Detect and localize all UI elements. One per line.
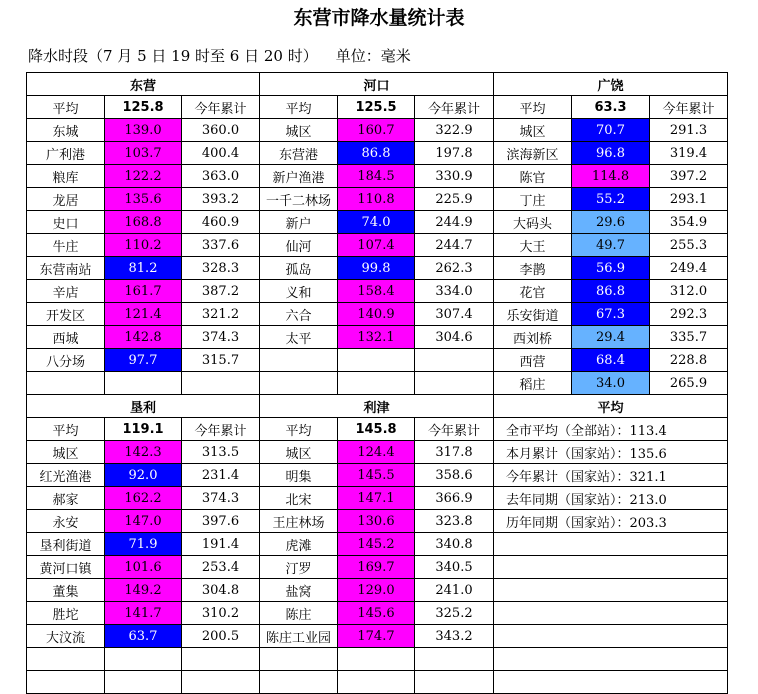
station-rainfall: 145.6 (338, 602, 415, 625)
ytd-label: 今年累计 (415, 96, 494, 119)
station-name: 王庄林场 (260, 510, 338, 533)
station-ytd: 241.0 (415, 579, 494, 602)
station-rainfall: 103.7 (105, 142, 182, 165)
station-ytd: 255.3 (650, 234, 728, 257)
station-ytd: 313.5 (182, 441, 260, 464)
table-row (27, 602, 728, 625)
summary-item (494, 671, 728, 694)
summary-item (494, 579, 728, 602)
station-name (260, 372, 338, 395)
station-name: 西营 (494, 349, 572, 372)
station-ytd: 374.3 (182, 487, 260, 510)
station-ytd: 315.7 (182, 349, 260, 372)
ytd-label: 今年累计 (650, 96, 728, 119)
station-name: 垦利街道 (27, 533, 105, 556)
station-name: 太平 (260, 326, 338, 349)
station-rainfall: 139.0 (105, 119, 182, 142)
station-ytd (182, 372, 260, 395)
section-avg-value: 119.1 (105, 418, 182, 441)
table-row (27, 234, 728, 257)
station-name: 城区 (260, 119, 338, 142)
station-name: 大汶流 (27, 625, 105, 648)
station-ytd: 265.9 (650, 372, 728, 395)
station-ytd (182, 648, 260, 671)
table-row (27, 326, 728, 349)
station-name: 义和 (260, 280, 338, 303)
station-ytd: 191.4 (182, 533, 260, 556)
unit-label: 单位：毫米 (335, 47, 411, 65)
station-name: 孤岛 (260, 257, 338, 280)
station-rainfall: 147.1 (338, 487, 415, 510)
station-ytd: 262.3 (415, 257, 494, 280)
station-name: 盐窝 (260, 579, 338, 602)
station-name: 开发区 (27, 303, 105, 326)
station-name: 牛庄 (27, 234, 105, 257)
station-name: 丁庄 (494, 188, 572, 211)
station-rainfall: 110.8 (338, 188, 415, 211)
station-ytd: 231.4 (182, 464, 260, 487)
station-name: 明集 (260, 464, 338, 487)
station-name (260, 671, 338, 694)
station-name: 广利港 (27, 142, 105, 165)
station-ytd: 363.0 (182, 165, 260, 188)
station-rainfall: 92.0 (105, 464, 182, 487)
station-ytd: 317.8 (415, 441, 494, 464)
table-row (27, 372, 728, 395)
station-rainfall: 168.8 (105, 211, 182, 234)
station-rainfall: 81.2 (105, 257, 182, 280)
section-avg-value: 145.8 (338, 418, 415, 441)
station-ytd: 310.2 (182, 602, 260, 625)
station-ytd: 323.8 (415, 510, 494, 533)
station-rainfall: 122.2 (105, 165, 182, 188)
station-ytd: 319.4 (650, 142, 728, 165)
station-name: 乐安街道 (494, 303, 572, 326)
section-header: 河口 (260, 73, 494, 96)
table-row (27, 395, 728, 418)
station-name: 东城 (27, 119, 105, 142)
summary-item (494, 533, 728, 556)
station-ytd: 397.2 (650, 165, 728, 188)
station-rainfall (338, 648, 415, 671)
table-row (27, 533, 728, 556)
station-ytd: 343.2 (415, 625, 494, 648)
summary-header: 平均 (494, 395, 728, 418)
station-name (260, 349, 338, 372)
station-rainfall: 107.4 (338, 234, 415, 257)
station-name: 城区 (494, 119, 572, 142)
rainfall-table (26, 72, 728, 694)
station-ytd: 291.3 (650, 119, 728, 142)
station-name (27, 372, 105, 395)
station-name: 胜坨 (27, 602, 105, 625)
station-rainfall: 121.4 (105, 303, 182, 326)
section-header: 东营 (27, 73, 260, 96)
station-rainfall: 63.7 (105, 625, 182, 648)
summary-item: 今年累计（国家站）：321.1 (494, 464, 728, 487)
section-header: 垦利 (27, 395, 260, 418)
station-ytd (182, 671, 260, 694)
station-rainfall: 162.2 (105, 487, 182, 510)
station-rainfall: 96.8 (572, 142, 650, 165)
station-ytd: 393.2 (182, 188, 260, 211)
station-rainfall: 174.7 (338, 625, 415, 648)
station-name: 西刘桥 (494, 326, 572, 349)
station-name: 新户渔港 (260, 165, 338, 188)
station-ytd (415, 372, 494, 395)
station-rainfall: 169.7 (338, 556, 415, 579)
station-name: 虎滩 (260, 533, 338, 556)
station-name (27, 648, 105, 671)
section-header: 广饶 (494, 73, 728, 96)
station-name: 汀罗 (260, 556, 338, 579)
station-name: 东营南站 (27, 257, 105, 280)
station-name: 陈官 (494, 165, 572, 188)
table-row (27, 119, 728, 142)
station-name: 红光渔港 (27, 464, 105, 487)
station-ytd (415, 648, 494, 671)
summary-item: 历年同期（国家站）：203.3 (494, 510, 728, 533)
station-ytd: 322.9 (415, 119, 494, 142)
station-rainfall: 55.2 (572, 188, 650, 211)
ytd-label: 今年累计 (182, 418, 260, 441)
ytd-label: 今年累计 (415, 418, 494, 441)
station-rainfall: 124.4 (338, 441, 415, 464)
station-rainfall: 68.4 (572, 349, 650, 372)
station-rainfall: 147.0 (105, 510, 182, 533)
station-name: 仙河 (260, 234, 338, 257)
station-rainfall: 184.5 (338, 165, 415, 188)
station-rainfall: 135.6 (105, 188, 182, 211)
table-row (27, 625, 728, 648)
station-rainfall: 70.7 (572, 119, 650, 142)
page-title: 东营市降水量统计表 (293, 7, 465, 29)
station-rainfall: 160.7 (338, 119, 415, 142)
station-ytd: 304.8 (182, 579, 260, 602)
station-rainfall: 142.8 (105, 326, 182, 349)
station-ytd: 330.9 (415, 165, 494, 188)
station-rainfall: 34.0 (572, 372, 650, 395)
section-header: 利津 (260, 395, 494, 418)
station-ytd: 334.0 (415, 280, 494, 303)
table-row (27, 671, 728, 694)
station-rainfall: 29.6 (572, 211, 650, 234)
station-ytd: 321.2 (182, 303, 260, 326)
station-ytd: 397.6 (182, 510, 260, 533)
station-rainfall: 158.4 (338, 280, 415, 303)
station-ytd: 354.9 (650, 211, 728, 234)
station-name: 史口 (27, 211, 105, 234)
station-name: 六合 (260, 303, 338, 326)
station-name: 黄河口镇 (27, 556, 105, 579)
summary-item: 去年同期（国家站）：213.0 (494, 487, 728, 510)
subtitle (28, 46, 411, 66)
station-name (27, 671, 105, 694)
avg-label: 平均 (494, 96, 572, 119)
table-row (27, 303, 728, 326)
station-ytd: 335.7 (650, 326, 728, 349)
station-rainfall: 130.6 (338, 510, 415, 533)
station-ytd (415, 671, 494, 694)
table-row (27, 73, 728, 96)
station-ytd: 293.1 (650, 188, 728, 211)
station-ytd: 197.8 (415, 142, 494, 165)
table-row (27, 257, 728, 280)
station-name: 李鹊 (494, 257, 572, 280)
station-rainfall (338, 372, 415, 395)
summary-item (494, 648, 728, 671)
section-avg-value: 125.8 (105, 96, 182, 119)
station-ytd: 307.4 (415, 303, 494, 326)
station-ytd: 244.7 (415, 234, 494, 257)
station-ytd: 387.2 (182, 280, 260, 303)
station-rainfall: 99.8 (338, 257, 415, 280)
station-rainfall: 101.6 (105, 556, 182, 579)
station-name: 永安 (27, 510, 105, 533)
station-rainfall: 74.0 (338, 211, 415, 234)
table-row (27, 211, 728, 234)
station-ytd: 312.0 (650, 280, 728, 303)
section-avg-value: 125.5 (338, 96, 415, 119)
station-name: 陈庄工业园 (260, 625, 338, 648)
station-name: 大王 (494, 234, 572, 257)
station-name: 稻庄 (494, 372, 572, 395)
station-ytd: 360.0 (182, 119, 260, 142)
summary-item: 全市平均（全部站）：113.4 (494, 418, 728, 441)
avg-label: 平均 (260, 96, 338, 119)
station-rainfall (105, 648, 182, 671)
section-avg-value: 63.3 (572, 96, 650, 119)
station-name: 粮库 (27, 165, 105, 188)
station-rainfall: 132.1 (338, 326, 415, 349)
station-ytd: 304.6 (415, 326, 494, 349)
station-rainfall: 49.7 (572, 234, 650, 257)
station-name: 城区 (260, 441, 338, 464)
ytd-label: 今年累计 (182, 96, 260, 119)
station-ytd: 366.9 (415, 487, 494, 510)
table-row (27, 142, 728, 165)
station-rainfall (105, 372, 182, 395)
table-row (27, 188, 728, 211)
station-rainfall: 129.0 (338, 579, 415, 602)
avg-label: 平均 (27, 96, 105, 119)
station-rainfall: 110.2 (105, 234, 182, 257)
summary-item (494, 556, 728, 579)
station-rainfall (105, 671, 182, 694)
station-ytd (415, 349, 494, 372)
station-ytd: 253.4 (182, 556, 260, 579)
station-rainfall: 142.3 (105, 441, 182, 464)
station-name: 西城 (27, 326, 105, 349)
station-rainfall: 67.3 (572, 303, 650, 326)
station-ytd: 460.9 (182, 211, 260, 234)
table-row (27, 510, 728, 533)
station-rainfall (338, 671, 415, 694)
station-ytd: 225.9 (415, 188, 494, 211)
station-name: 北宋 (260, 487, 338, 510)
station-rainfall: 71.9 (105, 533, 182, 556)
station-rainfall: 56.9 (572, 257, 650, 280)
station-rainfall: 114.8 (572, 165, 650, 188)
station-ytd: 249.4 (650, 257, 728, 280)
station-ytd: 400.4 (182, 142, 260, 165)
station-name: 辛店 (27, 280, 105, 303)
summary-item (494, 625, 728, 648)
station-name: 花官 (494, 280, 572, 303)
station-rainfall: 29.4 (572, 326, 650, 349)
station-name: 郝家 (27, 487, 105, 510)
table-row (27, 487, 728, 510)
station-name (260, 648, 338, 671)
station-ytd: 374.3 (182, 326, 260, 349)
station-name: 滨海新区 (494, 142, 572, 165)
station-rainfall: 140.9 (338, 303, 415, 326)
station-rainfall: 86.8 (338, 142, 415, 165)
station-name: 东营港 (260, 142, 338, 165)
station-rainfall: 97.7 (105, 349, 182, 372)
station-rainfall: 141.7 (105, 602, 182, 625)
station-ytd: 292.3 (650, 303, 728, 326)
table-row (27, 441, 728, 464)
table-row (27, 96, 728, 119)
table-row (27, 579, 728, 602)
table-row (27, 349, 728, 372)
station-ytd: 325.2 (415, 602, 494, 625)
table-row (27, 464, 728, 487)
table-row (27, 165, 728, 188)
station-ytd: 244.9 (415, 211, 494, 234)
table-row (27, 280, 728, 303)
station-name: 陈庄 (260, 602, 338, 625)
station-ytd: 358.6 (415, 464, 494, 487)
summary-item (494, 602, 728, 625)
summary-item: 本月累计（国家站）：135.6 (494, 441, 728, 464)
station-name: 大码头 (494, 211, 572, 234)
station-rainfall: 86.8 (572, 280, 650, 303)
station-name: 八分场 (27, 349, 105, 372)
table-row (27, 556, 728, 579)
avg-label: 平均 (27, 418, 105, 441)
station-rainfall: 149.2 (105, 579, 182, 602)
period-label: 降水时段（7 月 5 日 19 时至 6 日 20 时） (28, 47, 318, 65)
station-rainfall: 145.5 (338, 464, 415, 487)
station-name: 龙居 (27, 188, 105, 211)
station-ytd: 328.3 (182, 257, 260, 280)
station-rainfall (338, 349, 415, 372)
station-rainfall: 161.7 (105, 280, 182, 303)
station-name: 董集 (27, 579, 105, 602)
station-ytd: 340.8 (415, 533, 494, 556)
station-name: 城区 (27, 441, 105, 464)
station-ytd: 200.5 (182, 625, 260, 648)
station-ytd: 337.6 (182, 234, 260, 257)
avg-label: 平均 (260, 418, 338, 441)
station-name: 一千二林场 (260, 188, 338, 211)
station-ytd: 340.5 (415, 556, 494, 579)
station-rainfall: 145.2 (338, 533, 415, 556)
station-name: 新户 (260, 211, 338, 234)
station-ytd: 228.8 (650, 349, 728, 372)
table-row (27, 418, 728, 441)
table-row (27, 648, 728, 671)
